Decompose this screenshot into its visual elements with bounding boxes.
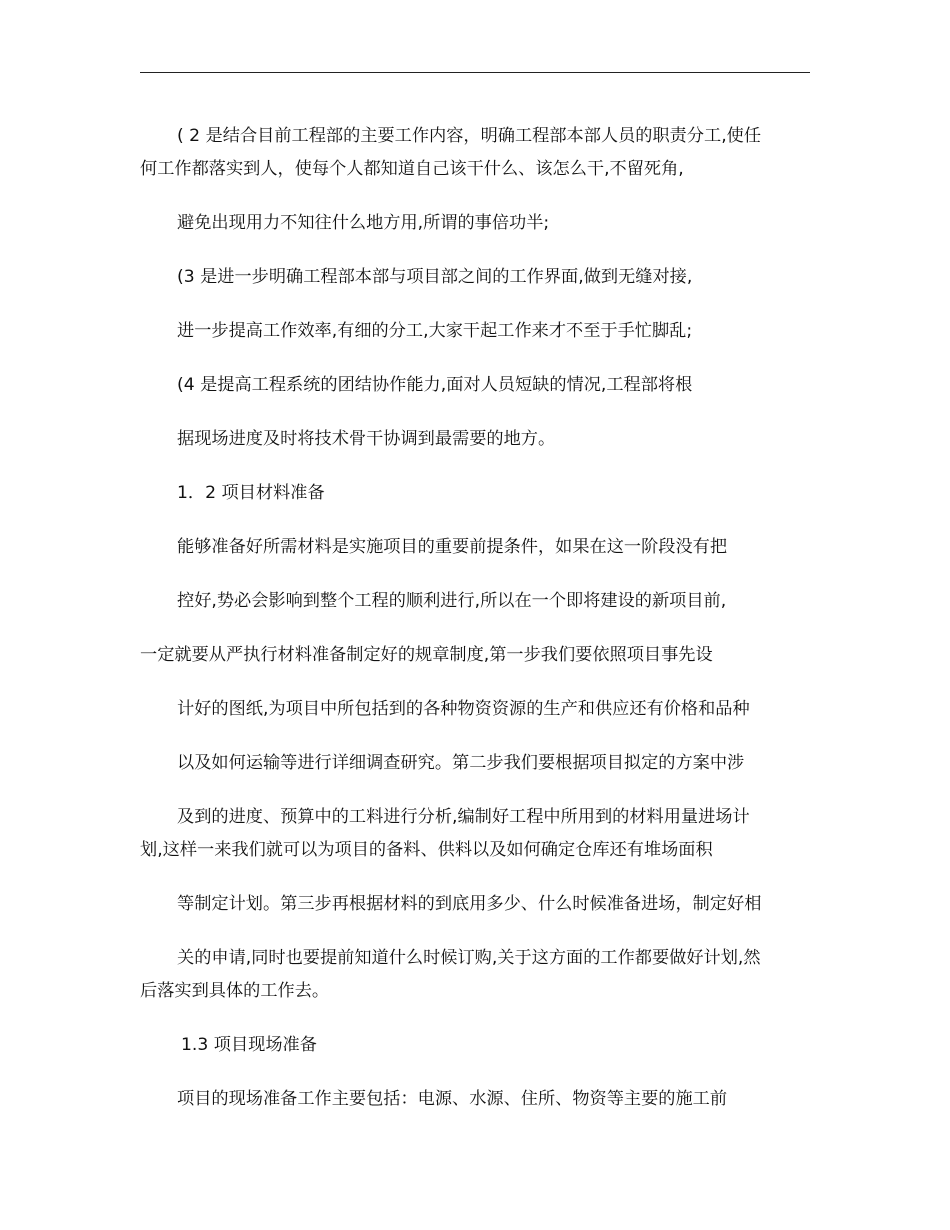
text-line: 据现场进度及时将技术骨干协调到最需要的地方。 [177,429,556,449]
header-rule [140,72,810,73]
text-line: 项目的现场准备工作主要包括：电源、水源、住所、物资等主要的施工前 [177,1089,728,1109]
text-line: 避免出现用力不知往什么地方用,所谓的事倍功半; [177,213,550,233]
text-line: 一定就要从严执行材料准备制定好的规章制度,第一步我们要依照项目事先设 [140,645,713,665]
section-heading: 1．2 项目材料准备 [177,483,325,503]
text-line: 等制定计划。第三步再根据材料的到底用多少、什么时候准备进场，制定好相 [177,894,762,914]
text-line: 以及如何运输等进行详细调查研究。第二步我们要根据项目拟定的方案中涉 [177,753,745,773]
text-line: 划,这样一来我们就可以为项目的备料、供料以及如何确定仓库还有堆场面积 [140,840,713,860]
text-line: 关的申请,同时也要提前知道什么时候订购,关于这方面的工作都要做好计划,然 [177,948,761,968]
text-line: 控好,势必会影响到整个工程的顺利进行,所以在一个即将建设的新项目前, [177,591,727,611]
text-line: 及到的进度、预算中的工料进行分析,编制好工程中所用到的材料用量进场计 [177,807,750,827]
text-line: 计好的图纸,为项目中所包括到的各种物资资源的生产和供应还有价格和品种 [177,699,750,719]
text-line: (3 是进一步明确工程部本部与项目部之间的工作界面,做到无缝对接, [177,267,693,287]
text-line: 何工作都落实到人，使每个人都知道自己该干什么、该怎么干,不留死角, [140,159,684,179]
text-line: 能够准备好所需材料是实施项目的重要前提条件，如果在这一阶段没有把 [177,537,728,557]
text-line: (4 是提高工程系统的团结协作能力,面对人员短缺的情况,工程部将根 [177,375,693,395]
section-heading: 1.3 项目现场准备 [181,1035,317,1055]
text-line: 进一步提高工作效率,有细的分工,大家干起工作来才不至于手忙脚乱; [177,321,693,341]
text-line: ( 2 是结合目前工程部的主要工作内容，明确工程部本部人员的职责分工,使任 [177,126,762,146]
text-line: 后落实到具体的工作去。 [140,981,330,1001]
